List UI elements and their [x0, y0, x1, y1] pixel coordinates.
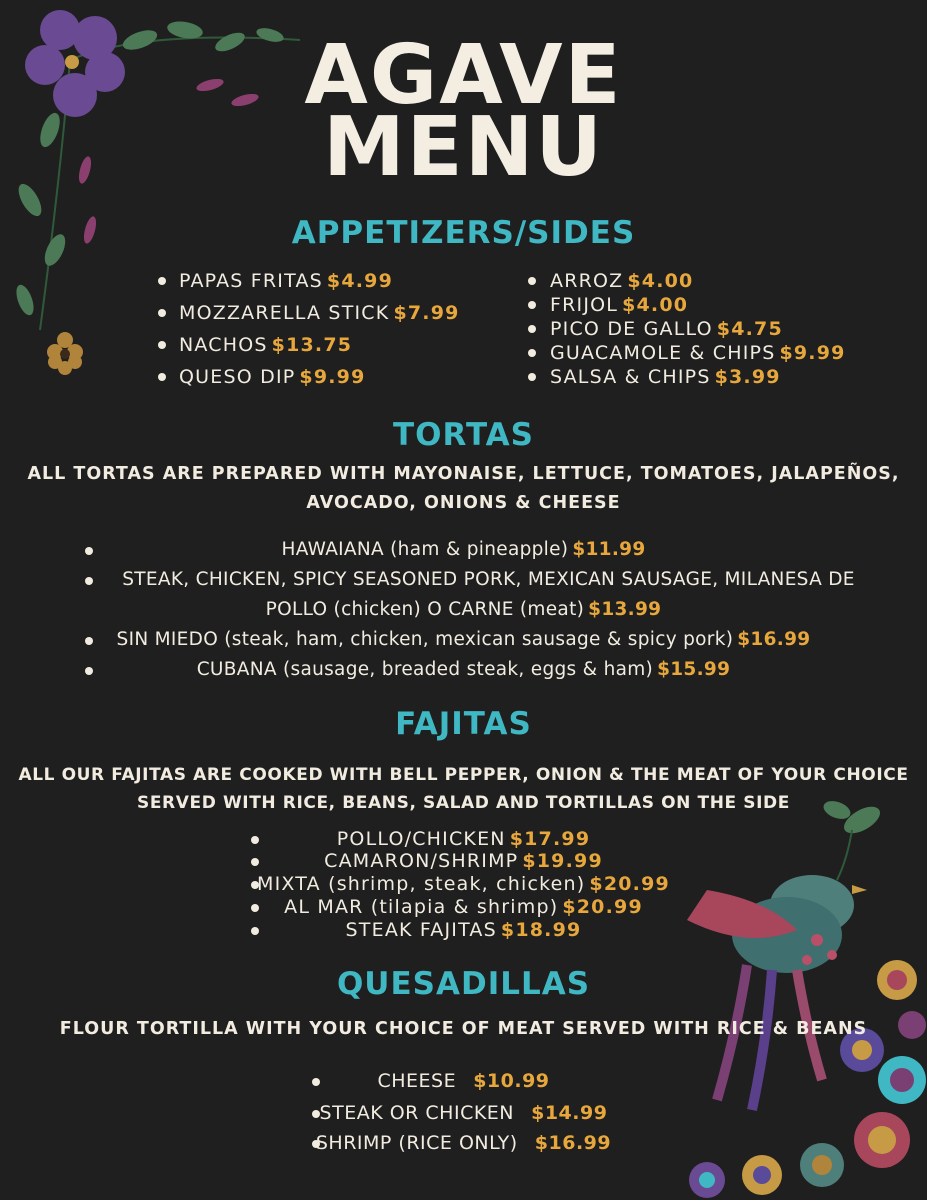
list-item [158, 270, 393, 292]
item-price: $9.99 [779, 342, 846, 364]
bullet [528, 325, 536, 333]
item-price: $4.00 [622, 294, 689, 316]
bullet [528, 277, 536, 285]
list-item [528, 294, 688, 316]
item-price: $17.99 [509, 828, 591, 850]
item-name: STEAK, CHICKEN, SPICY SEASONED PORK, MEXICAN SAUSAGE, MILANESA DE [122, 569, 855, 590]
list-item [0, 1102, 927, 1124]
item-price: $4.75 [716, 318, 783, 340]
item-name: FRIJOL [550, 294, 619, 316]
item-name: ARROZ [550, 270, 624, 292]
list-item [158, 302, 460, 324]
fajitas-note-line1: ALL OUR FAJITAS ARE COOKED WITH BELL PEPPER, ONION & THE MEAT OF YOUR CHOICE [18, 765, 909, 785]
tortas-heading: TORTAS [392, 417, 535, 453]
item-price: $10.99 [473, 1070, 550, 1092]
item-name: SHRIMP (RICE ONLY) [315, 1132, 518, 1154]
appetizers-heading: APPETIZERS/SIDES [291, 215, 636, 251]
item-price: $9.99 [299, 366, 366, 388]
item-price: $11.99 [572, 539, 646, 560]
list-item [25, 569, 927, 590]
item-price: $18.99 [500, 919, 582, 941]
item-price: $3.99 [714, 366, 781, 388]
list-item [0, 850, 927, 872]
item-price: $20.99 [562, 896, 643, 918]
list-item-continued [0, 599, 927, 620]
fajitas-heading: FAJITAS [395, 706, 532, 742]
item-name: CHEESE [377, 1070, 457, 1092]
item-price: $16.99 [737, 629, 811, 650]
tortas-note-line1: ALL TORTAS ARE PREPARED WITH MAYONAISE, LETTUCE, TOMATOES, JALAPEÑOS, [27, 464, 900, 484]
item-name: NACHOS [179, 334, 268, 356]
item-price: $13.75 [271, 334, 353, 356]
item-name: GUACAMOLE & CHIPS [550, 342, 776, 364]
quesadillas-heading: QUESADILLAS [336, 966, 591, 1002]
list-item [0, 1070, 927, 1092]
item-name: SIN MIEDO (steak, ham, chicken, mexican sausage & spicy pork) [116, 629, 734, 650]
list-item [0, 659, 927, 680]
list-item [0, 873, 927, 895]
item-price: $16.99 [534, 1132, 612, 1154]
item-name: MOZZARELLA STICK [179, 302, 390, 324]
list-item [0, 919, 927, 941]
bullet [528, 301, 536, 309]
list-item [0, 539, 927, 560]
bullet [158, 309, 166, 317]
fajitas-note-line2: SERVED WITH RICE, BEANS, SALAD AND TORTILLAS ON THE SIDE [137, 793, 790, 813]
item-name: POLLO (chicken) O CARNE (meat) [265, 599, 585, 620]
item-price: $20.99 [589, 873, 670, 895]
item-name: PICO DE GALLO [550, 318, 713, 340]
item-price: $14.99 [531, 1102, 608, 1124]
list-item [528, 270, 693, 292]
list-item [528, 342, 846, 364]
item-name: CAMARON/SHRIMP [324, 850, 519, 872]
item-name: MIXTA (shrimp, steak, chicken) [257, 873, 586, 895]
menu-title-line1: AGAVE [304, 28, 623, 123]
item-name: STEAK FAJITAS [345, 919, 497, 941]
list-item [0, 896, 927, 918]
list-item [528, 366, 781, 388]
item-name: PAPAS FRITAS [179, 270, 323, 292]
bullet [158, 277, 166, 285]
item-price: $4.99 [326, 270, 394, 292]
item-name: STEAK OR CHICKEN [319, 1102, 515, 1124]
bullet [528, 349, 536, 357]
item-price: $7.99 [393, 302, 460, 324]
item-name: SALSA & CHIPS [550, 366, 711, 388]
item-price: $13.99 [588, 599, 662, 620]
item-price: $15.99 [657, 659, 731, 680]
menu-title-line2: MENU [323, 100, 604, 195]
quesadillas-note: FLOUR TORTILLA WITH YOUR CHOICE OF MEAT SERVED WITH RICE & BEANS [59, 1019, 868, 1039]
item-price: $19.99 [522, 850, 603, 872]
tortas-note-line2: AVOCADO, ONIONS & CHEESE [306, 493, 621, 513]
item-name: CUBANA (sausage, breaded steak, eggs & ham) [196, 659, 654, 680]
item-price: $4.00 [627, 270, 694, 292]
item-name: HAWAIANA (ham & pineapple) [281, 539, 569, 560]
list-item [0, 629, 927, 650]
item-name: POLLO/CHICKEN [336, 828, 506, 850]
list-item [158, 334, 352, 356]
list-item [528, 318, 783, 340]
bullet [158, 341, 166, 349]
item-name: AL MAR (tilapia & shrimp) [284, 896, 559, 918]
bullet [158, 373, 166, 381]
list-item [0, 828, 927, 850]
item-name: QUESO DIP [179, 366, 296, 388]
list-item [158, 366, 366, 388]
bullet [528, 373, 536, 381]
list-item [0, 1132, 927, 1154]
